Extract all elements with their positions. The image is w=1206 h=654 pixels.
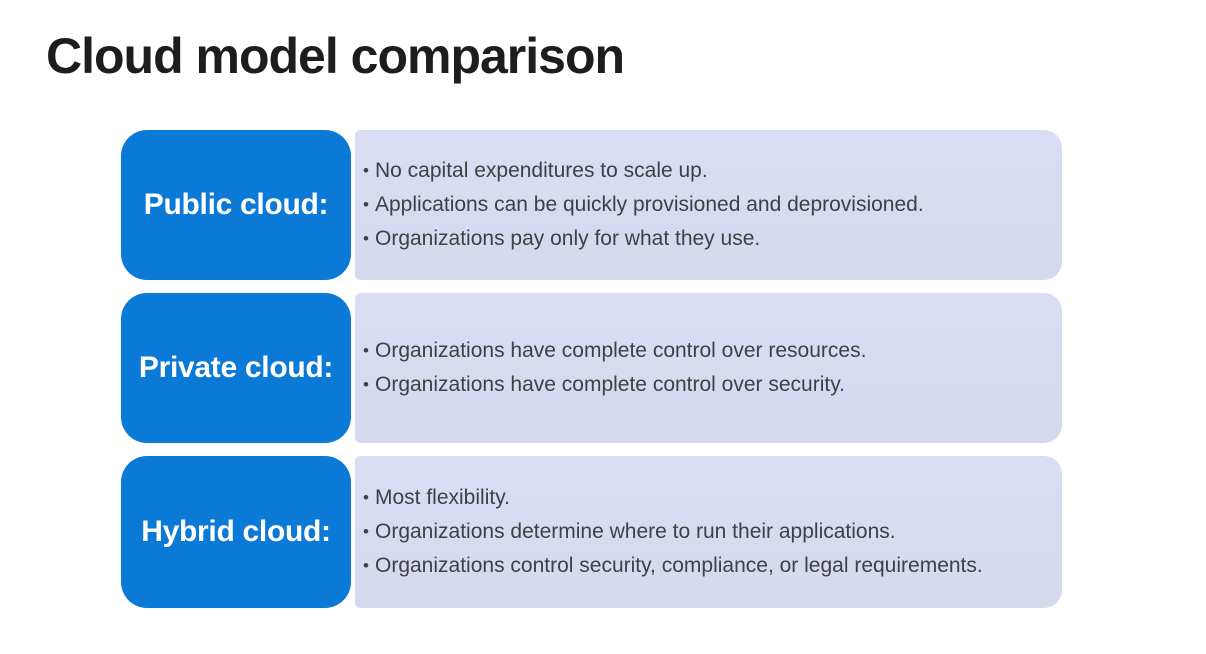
bullet-item [363,222,1044,256]
bullet-text: Organizations control security, compliance, or legal requirements. [375,554,983,577]
model-row [121,130,1062,280]
bullet-icon: • [363,522,369,541]
bullet-item [363,515,1044,549]
model-row [121,293,1062,443]
bullet-item [363,368,1044,402]
bullet-text: Organizations determine where to run their applications. [375,520,896,543]
bullet-icon: • [363,488,369,507]
bullet-icon: • [363,556,369,575]
benefits-panel [355,293,1062,443]
model-row [121,456,1062,608]
bullet-item [363,334,1044,368]
bullet-item [363,154,1044,188]
comparison-table [121,130,1062,608]
bullet-item [363,481,1044,515]
bullet-text: Most flexibility. [375,486,510,509]
bullet-text: No capital expenditures to scale up. [375,159,708,182]
bullet-text: Organizations pay only for what they use. [375,227,761,250]
bullet-icon: • [363,195,369,214]
model-label: Public cloud: [121,130,351,280]
bullet-text: Organizations have complete control over security. [375,373,845,396]
bullet-item [363,549,1044,583]
bullet-item [363,188,1044,222]
bullet-icon: • [363,229,369,248]
page-title: Cloud model comparison [46,28,625,84]
benefits-panel [355,130,1062,280]
model-label: Hybrid cloud: [121,456,351,608]
bullet-icon: • [363,375,369,394]
bullet-icon: • [363,161,369,180]
model-label: Private cloud: [121,293,351,443]
benefits-panel [355,456,1062,608]
bullet-icon: • [363,341,369,360]
bullet-text: Applications can be quickly provisioned and deprovisioned. [375,193,924,216]
bullet-text: Organizations have complete control over resources. [375,339,867,362]
